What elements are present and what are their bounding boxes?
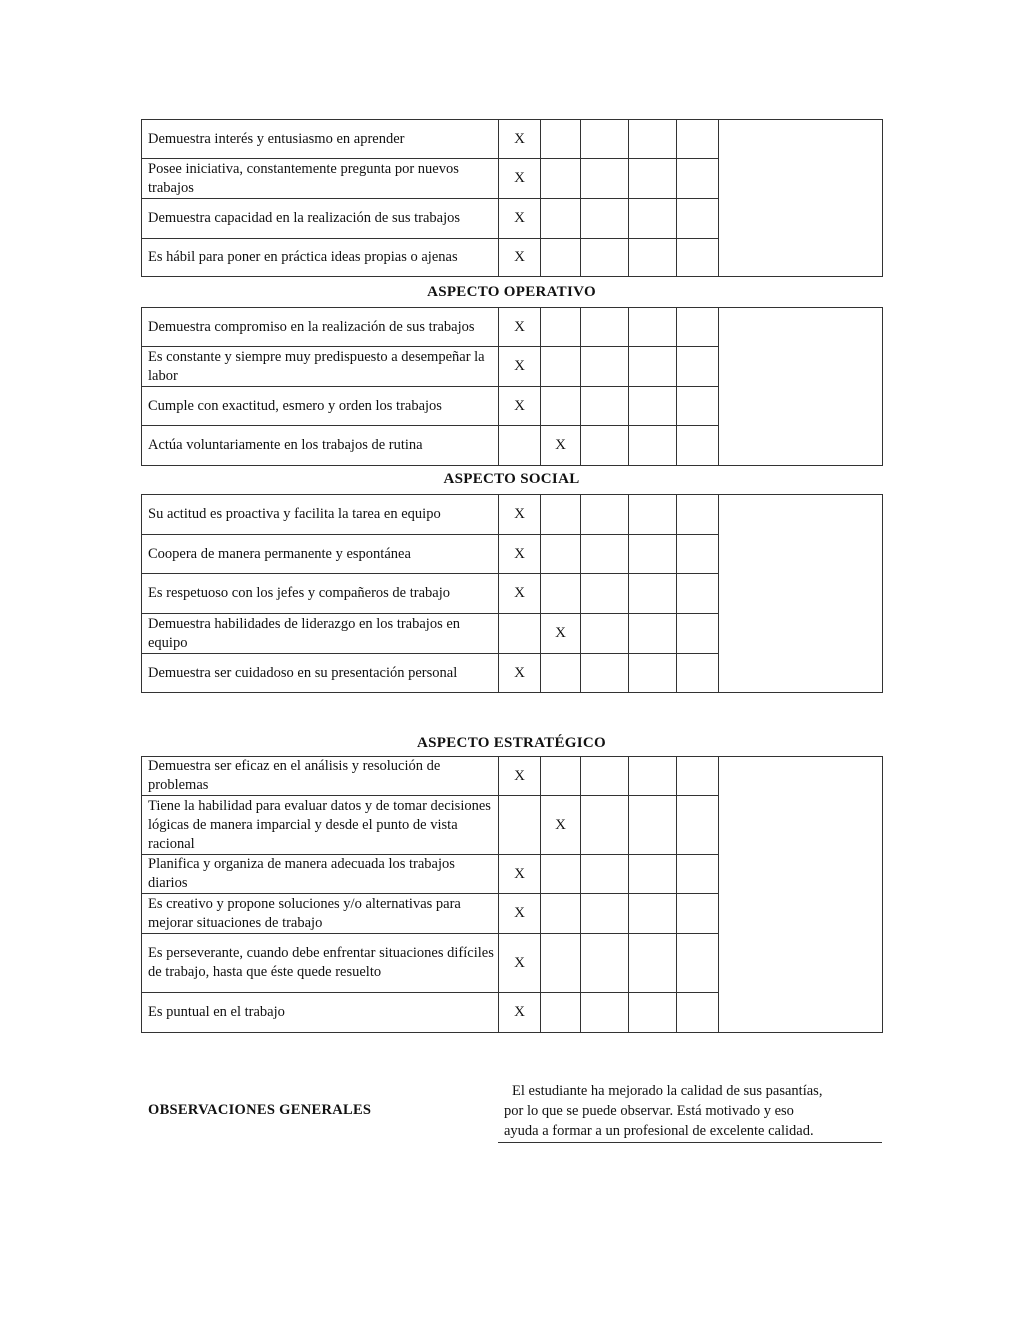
rating-cell-1 [499,426,541,466]
rating-cell-2: X [541,426,581,466]
rating-cell-2 [541,199,581,239]
rating-cell-5 [677,199,719,239]
rating-cell-5 [677,159,719,199]
evaluation-table-social [141,494,882,693]
criterion-text: Demuestra capacidad en la realización de sus trabajos [142,199,499,239]
rating-cell-2 [541,757,581,796]
observation-cell [719,495,883,693]
rating-cell-2: X [541,614,581,654]
evaluation-table-operativo [141,307,882,466]
rating-cell-1 [499,796,541,855]
criteria-rows [142,120,883,277]
rating-cell-5 [677,535,719,574]
rating-cell-4 [629,159,677,199]
rating-cell-3 [581,308,629,347]
rating-cell-2 [541,495,581,535]
observations-line-2: por lo que se puede observar. Está motivado y eso [504,1103,794,1119]
criterion-text: Es creativo y propone soluciones y/o alternativas para mejorar situaciones de trabajo [142,894,499,934]
rating-cell-2 [541,308,581,347]
criteria-table [141,756,883,1033]
rating-cell-5 [677,387,719,426]
rating-cell-5 [677,120,719,159]
section-title-estrategico: ASPECTO ESTRATÉGICO [417,735,606,751]
rating-cell-3 [581,757,629,796]
rating-cell-3 [581,426,629,466]
rating-cell-4 [629,426,677,466]
rating-cell-1: X [499,159,541,199]
rating-cell-5 [677,239,719,277]
rating-cell-1: X [499,199,541,239]
rating-cell-1: X [499,239,541,277]
rating-cell-4 [629,855,677,894]
rating-cell-1: X [499,654,541,693]
criterion-text: Es puntual en el trabajo [142,993,499,1033]
criterion-text: Demuestra interés y entusiasmo en aprender [142,120,499,159]
evaluation-table-estrategico [141,756,882,1033]
rating-cell-3 [581,894,629,934]
rating-cell-4 [629,199,677,239]
criterion-text: Demuestra habilidades de liderazgo en los trabajos en equipo [142,614,499,654]
evaluation-table-general [141,119,882,277]
rating-cell-3 [581,654,629,693]
rating-cell-1: X [499,855,541,894]
rating-cell-1: X [499,387,541,426]
criterion-text: Cumple con exactitud, esmero y orden los trabajos [142,387,499,426]
criteria-rows [142,495,883,693]
section-title-social: ASPECTO SOCIAL [443,471,580,487]
rating-cell-3 [581,535,629,574]
criterion-text: Coopera de manera permanente y espontánea [142,535,499,574]
observations-line-1: El estudiante ha mejorado la calidad de sus pasantías, [512,1083,823,1099]
table-row [142,757,883,796]
criteria-rows [142,757,883,1033]
rating-cell-2 [541,993,581,1033]
rating-cell-4 [629,387,677,426]
rating-cell-4 [629,495,677,535]
rating-cell-1: X [499,574,541,614]
criterion-text: Planifica y organiza de manera adecuada los trabajos diarios [142,855,499,894]
rating-cell-5 [677,614,719,654]
rating-cell-5 [677,757,719,796]
rating-cell-2 [541,347,581,387]
rating-cell-1: X [499,308,541,347]
rating-cell-5 [677,894,719,934]
criterion-text: Su actitud es proactiva y facilita la tarea en equipo [142,495,499,535]
criterion-text: Es respetuoso con los jefes y compañeros de trabajo [142,574,499,614]
rating-cell-2 [541,934,581,993]
rating-cell-4 [629,120,677,159]
rating-cell-4 [629,993,677,1033]
rating-cell-2 [541,535,581,574]
rating-cell-4 [629,757,677,796]
table-row [142,495,883,535]
table-row [142,120,883,159]
rating-cell-3 [581,239,629,277]
criterion-text: Es perseverante, cuando debe enfrentar situaciones difíciles de trabajo, hasta que éste quede resuelto [142,934,499,993]
rating-cell-1: X [499,495,541,535]
criterion-text: Demuestra compromiso en la realización de sus trabajos [142,308,499,347]
rating-cell-3 [581,934,629,993]
observation-cell [719,120,883,277]
criteria-table [141,494,883,693]
criterion-text: Actúa voluntariamente en los trabajos de rutina [142,426,499,466]
criterion-text: Demuestra ser cuidadoso en su presentación personal [142,654,499,693]
rating-cell-3 [581,796,629,855]
rating-cell-1: X [499,757,541,796]
rating-cell-4 [629,308,677,347]
rating-cell-2 [541,387,581,426]
rating-cell-1: X [499,934,541,993]
rating-cell-1: X [499,894,541,934]
rating-cell-3 [581,159,629,199]
rating-cell-3 [581,614,629,654]
criterion-text: Es constante y siempre muy predispuesto a desempeñar la labor [142,347,499,387]
rating-cell-2 [541,239,581,277]
observations-label: OBSERVACIONES GENERALES [148,1102,372,1118]
rating-cell-5 [677,426,719,466]
table-row [142,308,883,347]
rating-cell-5 [677,654,719,693]
rating-cell-3 [581,199,629,239]
criterion-text: Tiene la habilidad para evaluar datos y de tomar decisiones lógicas de manera imparcial y desde el punto de vista racional [142,796,499,855]
observations-line-3: ayuda a formar a un profesional de excelente calidad. [504,1123,814,1139]
rating-cell-5 [677,308,719,347]
criteria-rows [142,308,883,466]
rating-cell-4 [629,347,677,387]
rating-cell-5 [677,934,719,993]
rating-cell-4 [629,574,677,614]
rating-cell-5 [677,855,719,894]
rating-cell-4 [629,934,677,993]
rating-cell-2 [541,120,581,159]
rating-cell-1 [499,614,541,654]
criteria-table [141,307,883,466]
rating-cell-3 [581,574,629,614]
rating-cell-5 [677,796,719,855]
rating-cell-5 [677,347,719,387]
rating-cell-3 [581,347,629,387]
rating-cell-5 [677,495,719,535]
rating-cell-3 [581,855,629,894]
observations-text [498,1081,882,1143]
rating-cell-1: X [499,535,541,574]
rating-cell-2 [541,574,581,614]
rating-cell-2 [541,894,581,934]
rating-cell-4 [629,654,677,693]
section-title-operativo: ASPECTO OPERATIVO [427,284,596,300]
rating-cell-4 [629,614,677,654]
rating-cell-2 [541,855,581,894]
rating-cell-1: X [499,347,541,387]
rating-cell-4 [629,535,677,574]
rating-cell-5 [677,993,719,1033]
rating-cell-2 [541,654,581,693]
criteria-table [141,119,883,277]
rating-cell-1: X [499,993,541,1033]
observation-cell [719,308,883,466]
rating-cell-2 [541,159,581,199]
rating-cell-4 [629,894,677,934]
rating-cell-3 [581,495,629,535]
rating-cell-3 [581,387,629,426]
criterion-text: Es hábil para poner en práctica ideas propias o ajenas [142,239,499,277]
rating-cell-5 [677,574,719,614]
rating-cell-4 [629,239,677,277]
criterion-text: Demuestra ser eficaz en el análisis y resolución de problemas [142,757,499,796]
observation-cell [719,757,883,1033]
rating-cell-3 [581,120,629,159]
rating-cell-4 [629,796,677,855]
rating-cell-1: X [499,120,541,159]
rating-cell-2: X [541,796,581,855]
rating-cell-3 [581,993,629,1033]
criterion-text: Posee iniciativa, constantemente pregunta por nuevos trabajos [142,159,499,199]
